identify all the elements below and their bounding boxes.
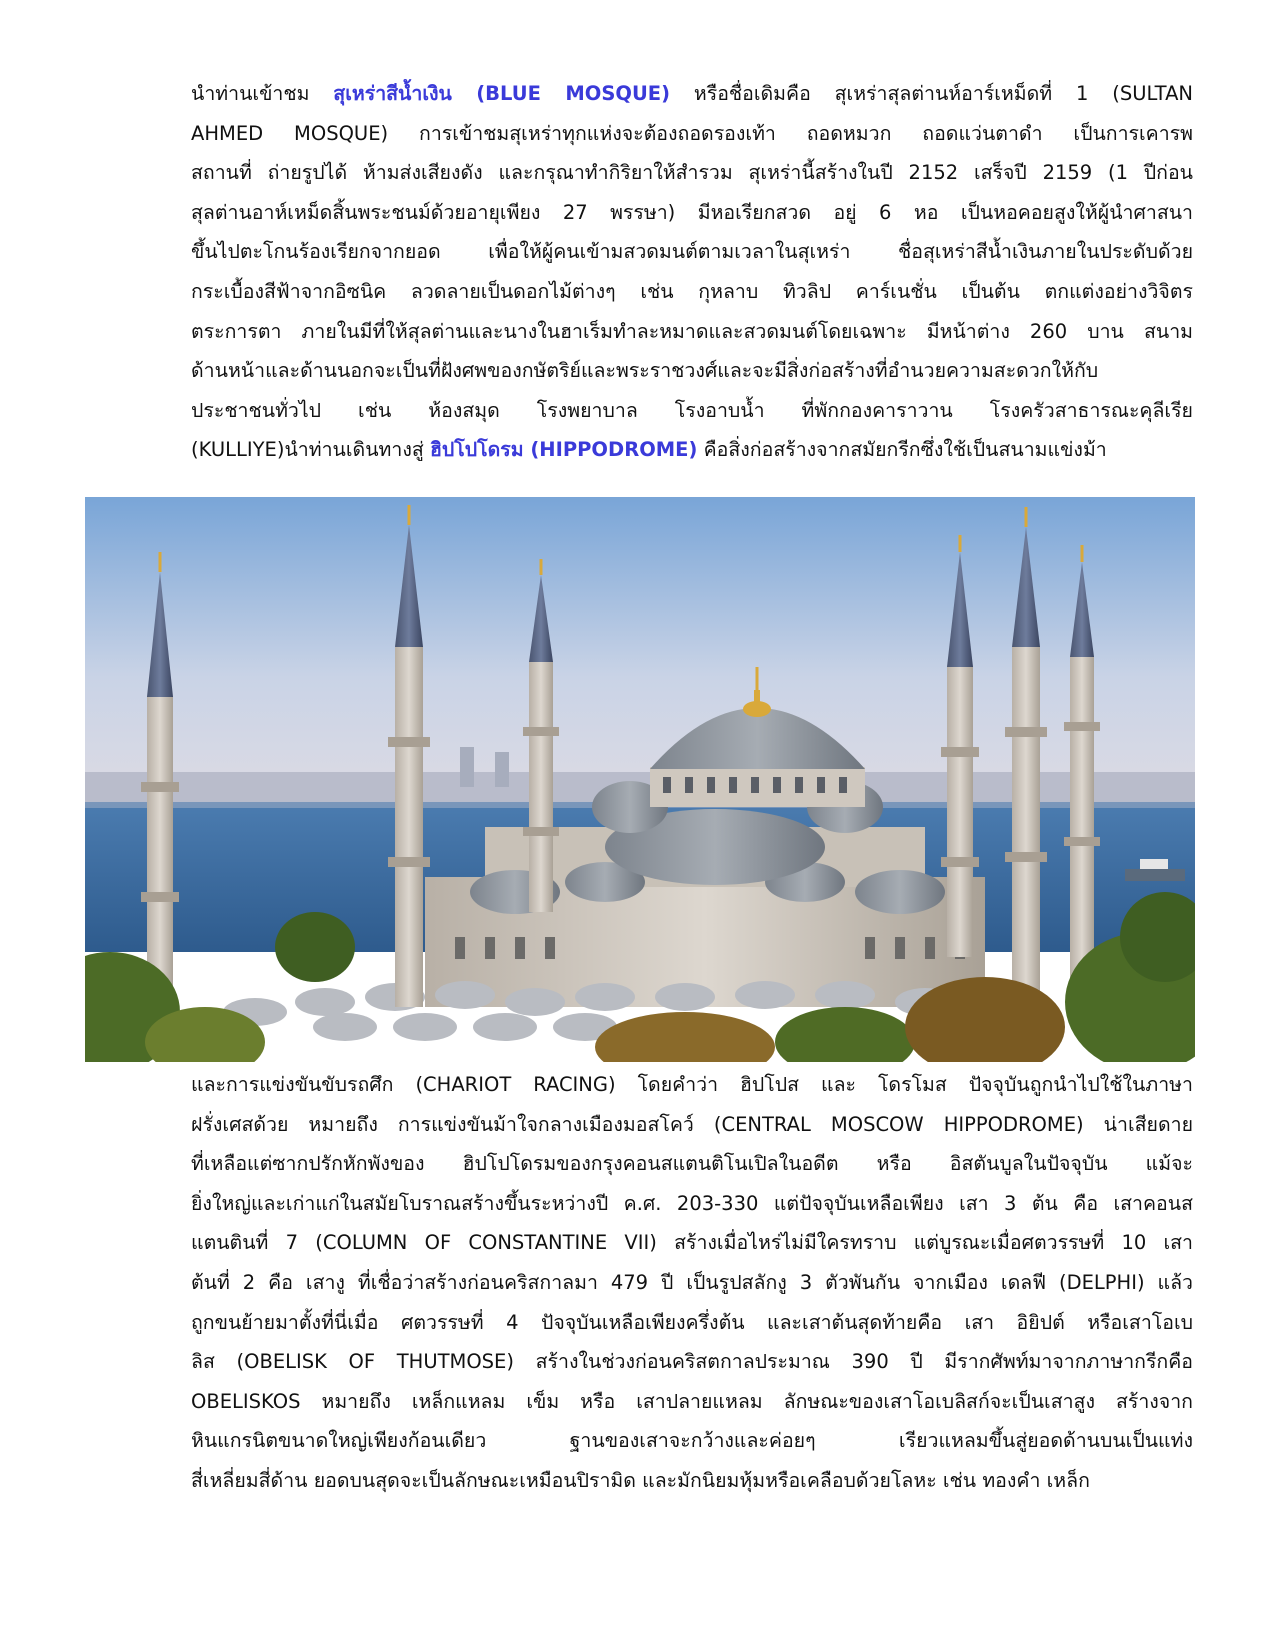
paragraph-2-line: และการแข่งขันขับรถศึก (CHARIOT RACING) โดยคำว่า ฮิปโปส และ โดรโมส ปัจจุบันถูกนำไปใช้ในภาษา: [191, 1073, 1193, 1096]
paragraph-2-line: หินแกรนิตขนาดใหญ่เพียงก้อนเดียว ฐานของเสาจะกว้างและค่อยๆ เรียวแหลมขึ้นสู่ยอดด้านบนเป็นแท่ง: [191, 1429, 1193, 1453]
paragraph-1: [191, 74, 1193, 470]
paragraph-1-line: ขึ้นไปตะโกนร้องเรียกจากยอด เพื่อให้ผู้คนเข้ามสวดมนต์ตามเวลาในสุเหร่า ชื่อสุเหร่าสีน้ำเงินภายในประดับด้วย: [191, 240, 1193, 264]
paragraph-2-line: ถูกขนย้ายมาตั้งที่นี่เมื่อ ศตวรรษที่ 4 ปัจจุบันเหลือเพียงครึ่งต้น และเสาต้นสุดท้ายคือ เสา อิยิปต์ หรือเสาโอเบ: [191, 1310, 1193, 1334]
paragraph-2-line: ต้นที่ 2 คือ เสางู ที่เชื่อว่าสร้างก่อนคริสกาลมา 479 ปี เป็นรูปสลักงู 3 ตัวพันกัน จากเมือง เดลฟี (DELPHI) แล้ว: [191, 1270, 1193, 1294]
paragraph-1-line: (KULLIYE)นำท่านเดินทางสู่ ฮิปโปโดรม (HIPPODROME) คือสิ่งก่อสร้างจากสมัยกรีกซึ่งใช้เป็นสนามแข่งม้า: [191, 438, 1107, 462]
mosque-illustration: [85, 497, 1195, 1062]
paragraph-2-line: ลิส (OBELISK OF THUTMOSE) สร้างในช่วงก่อนคริสตกาลประมาณ 390 ปี มีรากศัพท์มาจากภาษากรีกคือ: [191, 1350, 1193, 1374]
paragraph-2: [191, 1065, 1193, 1501]
paragraph-2-line: ที่เหลือแต่ซากปรักหักพังของ ฮิปโปโดรมของกรุงคอนสแตนติโนเปิลในอดีต หรือ อิสตันบูลในปัจจุบัน แม้จะ: [191, 1152, 1193, 1176]
paragraph-2-line: สี่เหลี่ยมสี่ด้าน ยอดบนสุดจะเป็นลักษณะเหมือนปิรามิด และมักนิยมหุ้มหรือเคลือบด้วยโลหะ เช่น ทองคำ เหล็ก: [191, 1468, 1090, 1492]
paragraph-1-line: ประชาชนทั่วไป เช่น ห้องสมุด โรงพยาบาล โรงอาบน้ำ ที่พักกองคาราวาน โรงครัวสาธารณะคุลีเรีย: [191, 398, 1193, 422]
paragraph-1-line: ด้านหน้าและด้านนอกจะเป็นที่ฝังศพของกษัตริย์และพระราชวงศ์และจะมีสิ่งก่อสร้างที่อำนวยความสะดวกให้กับ: [191, 359, 1099, 383]
highlighted-place-name: สุเหร่าสีน้ำเงิน (BLUE MOSQUE): [333, 82, 671, 105]
paragraph-1-line: AHMED MOSQUE) การเข้าชมสุเหร่าทุกแห่งจะต้องถอดรองเท้า ถอดหมวก ถอดแว่นตาดำ เป็นการเคารพ: [191, 121, 1193, 145]
blue-mosque-photo: [85, 497, 1195, 1062]
paragraph-2-line: OBELISKOS หมายถึง เหล็กแหลม เข็ม หรือ เสาปลายแหลม ลักษณะของเสาโอเบลิสก์จะเป็นเสาสูง สร้างจาก: [191, 1389, 1193, 1413]
paragraph-1-line: ตระการตา ภายในมีที่ให้สุลต่านและนางในฮาเร็มทำละหมาดและสวดมนต์โดยเฉพาะ มีหน้าต่าง 260 บาน สนาม: [191, 319, 1193, 343]
paragraph-2-line: แตนตินที่ 7 (COLUMN OF CONSTANTINE VII) สร้างเมื่อไหร่ไม่มีใครทราบ แต่บูรณะเมื่อศตวรรษที่ 10 เสา: [191, 1231, 1193, 1255]
paragraph-2-line: ยิ่งใหญ่และเก่าแก่ในสมัยโบราณสร้างขึ้นระหว่างปี ค.ศ. 203-330 แต่ปัจจุบันเหลือเพียง เสา 3 ต้น คือ เสาคอนส: [191, 1191, 1193, 1215]
paragraph-2-line: ฝรั่งเศสด้วย หมายถึง การแข่งขันม้าใจกลางเมืองมอสโคว์ (CENTRAL MOSCOW HIPPODROME) น่าเสียดาย: [191, 1112, 1193, 1136]
paragraph-1-line: สถานที่ ถ่ายรูปได้ ห้ามส่งเสียงดัง และกรุณาทำกิริยาให้สำรวม สุเหร่านี้สร้างในปี 2152 เสร็จปี 2159 (1 ปีก่อน: [191, 161, 1193, 185]
paragraph-1-line: สุลต่านอาห์เหม็ดสิ้นพระชนม์ด้วยอายุเพียง 27 พรรษา) มีหอเรียกสวด อยู่ 6 หอ เป็นหอคอยสูงให้ผู้นำศาสนา: [191, 200, 1193, 224]
paragraph-1-line: นำท่านเข้าชม สุเหร่าสีน้ำเงิน (BLUE MOSQUE) หรือชื่อเดิมคือ สุเหร่าสุลต่านห์อาร์เหม็ดที่ 1 (SULTAN: [191, 82, 1193, 105]
paragraph-1-line: กระเบื้องสีฟ้าจากอิซนิค ลวดลายเป็นดอกไม้ต่างๆ เช่น กุหลาบ ทิวลิป คาร์เนชั่น เป็นต้น ตกแต่งอย่างวิจิตร: [191, 279, 1193, 303]
highlighted-place-name: ฮิปโปโดรม (HIPPODROME): [429, 438, 698, 462]
